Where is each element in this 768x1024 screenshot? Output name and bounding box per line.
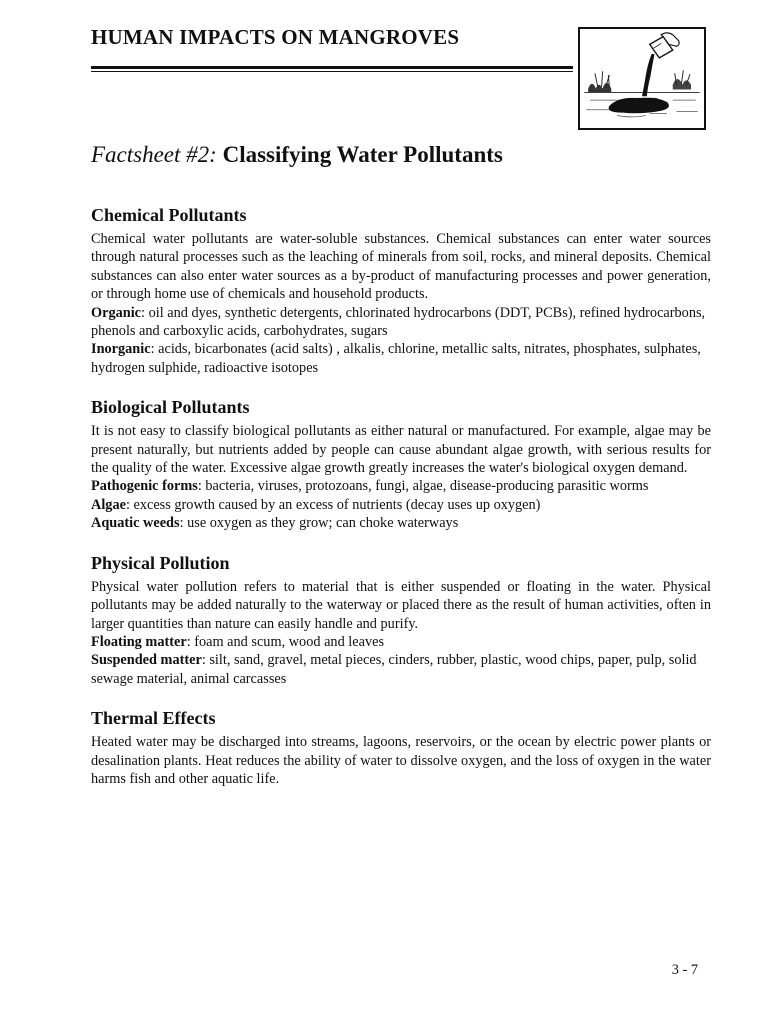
term-label: Inorganic	[91, 341, 151, 358]
term-text: : oil and dyes, synthetic detergents, chlorinated hydrocarbons (DDT, PCBs), refined hydrocarbons, phenols and carboxylic acids, carbohydrates, sugars	[91, 304, 706, 340]
section-heading: Chemical Pollutants	[91, 205, 247, 225]
factsheet-content	[91, 204, 711, 807]
term-definition	[91, 304, 711, 341]
term-label: Suspended matter	[91, 652, 202, 669]
term-definition	[91, 514, 711, 532]
section-paragraph: Chemical water pollutants are water-soluble substances. Chemical substances can enter water sources through natural processes such as the leaching of minerals from soil, rocks, and mineral deposits. Chemical substances can also enter water sources as a by-product of manufacturing processes and power generation, or through home use of chemicals and household products.	[91, 231, 711, 303]
section-biological-pollutants	[91, 396, 711, 532]
section-chemical-pollutants	[91, 204, 711, 377]
header-rule	[91, 66, 573, 73]
term-label: Aquatic weeds	[91, 515, 180, 532]
term-text: : foam and scum, wood and leaves	[186, 633, 385, 650]
term-definition	[91, 477, 711, 495]
section-heading: Thermal Effects	[91, 708, 216, 729]
section-physical-pollution	[91, 552, 711, 688]
term-text: : acids, bicarbonates (acid salts) , alkalis, chlorine, metallic salts, nitrates, phosphates, sulphates, hydrogen sulphide, radioactive isotopes	[91, 341, 701, 376]
section-paragraph: Heated water may be discharged into streams, lagoons, reservoirs, or the ocean by electric power plants or desalination plants. Heat reduces the ability of water to dissolve oxygen, and the loss of oxygen in the water harms fish and other aquatic life.	[91, 734, 711, 787]
section-paragraph: Physical water pollution refers to material that is either suspended or floating in the water. Physical pollutants may be added naturally to the waterway or placed there as the result of human activities, often in larger quantities than nature can easily handle and purify.	[91, 578, 711, 632]
term-label: Pathogenic forms	[91, 478, 198, 495]
section-heading: Biological Pollutants	[91, 397, 250, 418]
term-definition	[91, 496, 711, 514]
term-definition	[91, 651, 711, 688]
document-header-title: HUMAN IMPACTS ON MANGROVES	[91, 25, 460, 49]
section-paragraph: It is not easy to classify biological pollutants as either natural or manufactured. For example, algae may be present naturally, but nutrients added by people can cause abundant algae growth, with serious results for the quality of the water. Excessive algae growth greatly increases the water's biological oxygen demand.	[91, 423, 711, 477]
term-definition	[91, 633, 711, 651]
section-thermal-effects	[91, 707, 711, 788]
term-label: Organic	[91, 304, 142, 321]
factsheet-title	[91, 142, 503, 168]
term-label: Algae	[91, 496, 126, 513]
page-number: 3 - 7	[671, 962, 698, 978]
factsheet-number: Factsheet #2:	[91, 142, 217, 167]
pouring-pollutant-illustration-icon	[578, 27, 706, 130]
term-definition	[91, 340, 711, 377]
term-label: Floating matter	[91, 633, 187, 650]
section-heading: Physical Pollution	[91, 552, 230, 573]
term-text: : use oxygen as they grow; can choke waterways	[179, 515, 459, 532]
term-text: : excess growth caused by an excess of nutrients (decay uses up oxygen)	[125, 496, 541, 513]
factsheet-heading: Classifying Water Pollutants	[222, 142, 503, 167]
term-text: : bacteria, viruses, protozoans, fungi, algae, disease-producing parasitic worms	[197, 478, 649, 495]
term-text: : silt, sand, gravel, metal pieces, cinders, rubber, plastic, wood chips, paper, pulp, solid sewage material, animal carcasses	[91, 652, 697, 687]
